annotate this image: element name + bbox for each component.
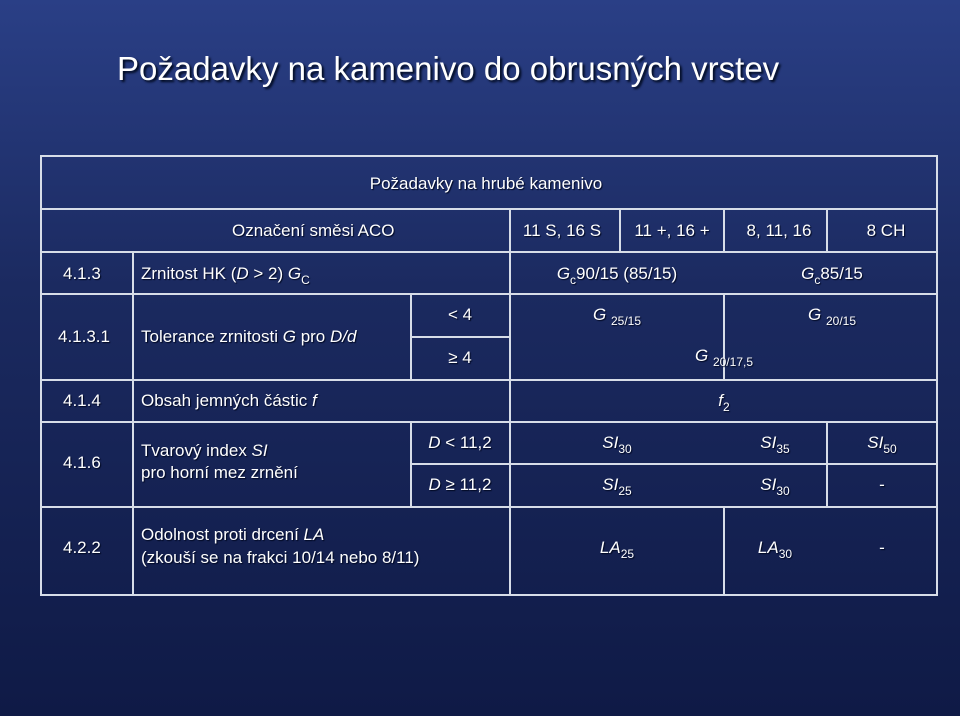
table-rule [40, 208, 938, 210]
row-label: Zrnitost HK (D > 2) $G_C$ [141, 264, 310, 287]
table-rule [40, 421, 938, 423]
value-cell: $SI_{30}$ [602, 433, 632, 456]
table-col-divider [826, 208, 828, 253]
table-rule [40, 293, 938, 295]
value-cell: $SI_{50}$ [867, 433, 897, 456]
table-border-left [40, 155, 42, 596]
row-number: 4.2.2 [63, 538, 101, 557]
condition-cell: ≥ 4 [448, 348, 472, 367]
row-number: 4.1.3 [63, 264, 101, 283]
condition-cell: D ≥ 11,2 [428, 475, 492, 494]
value-cell: $LA_{30}$ [757, 538, 793, 561]
row-label: pro horní mez zrnění [141, 463, 298, 482]
value-cell: G $_{25/15}$ [593, 305, 641, 328]
slide-title: Požadavky na kamenivo do obrusných vrstev [117, 50, 780, 87]
value-cell: - [879, 475, 885, 494]
value-cell: G $_{20/17,5}$ [694, 346, 754, 369]
table-rule [410, 463, 938, 465]
table-col-divider [410, 293, 412, 381]
header-col-2: 11 +, 16 + [634, 221, 710, 240]
row-label: Odolnost proti drcení LA [141, 525, 325, 544]
table-border-right [936, 155, 938, 596]
condition-cell: < 4 [447, 305, 473, 324]
value-cell: $SI_{25}$ [602, 475, 632, 498]
table-col-divider [410, 421, 412, 508]
table-border-top [40, 155, 938, 157]
value-cell: $LA_{25}$ [599, 538, 635, 561]
condition-cell: D < 11,2 [428, 433, 492, 452]
table-col-divider [723, 208, 725, 253]
header-col-1: 11 S, 16 S [522, 221, 602, 240]
row-number: 4.1.3.1 [58, 327, 110, 346]
table-rule [40, 379, 938, 381]
table-col-divider [509, 208, 511, 596]
table-rule [40, 251, 938, 253]
value-cell: $SI_{30}$ [760, 475, 790, 498]
table-caption: Požadavky na hrubé kamenivo [369, 174, 603, 193]
row-label: Tvarový index SI [141, 441, 268, 460]
value-cell: $f_2$ [718, 391, 730, 414]
row-number: 4.1.4 [63, 391, 101, 410]
table-col-divider [132, 251, 134, 596]
row-number: 4.1.6 [63, 453, 101, 472]
value-cell: $SI_{35}$ [760, 433, 790, 456]
value-cell: $G_c90/15$ (85/15) [556, 264, 678, 287]
row-label: Obsah jemných částic f [141, 391, 317, 410]
row-label: (zkouší se na frakci 10/14 nebo 8/11) [141, 548, 420, 567]
table-rule [40, 506, 938, 508]
table-col-divider [619, 208, 621, 253]
value-cell: $G_c85/15$ [801, 264, 863, 287]
table-border-bottom [40, 594, 938, 596]
value-cell: G $_{20/15}$ [808, 305, 856, 328]
row-label: Tolerance zrnitosti G pro D/d [141, 327, 357, 346]
value-cell: - [879, 538, 885, 557]
header-col-4: 8 CH [866, 221, 906, 240]
header-label: Označení směsi ACO [232, 221, 395, 240]
table-rule [410, 336, 510, 338]
header-col-3: 8, 11, 16 [746, 221, 812, 240]
table-col-divider [826, 421, 828, 508]
table-col-divider [723, 506, 725, 596]
